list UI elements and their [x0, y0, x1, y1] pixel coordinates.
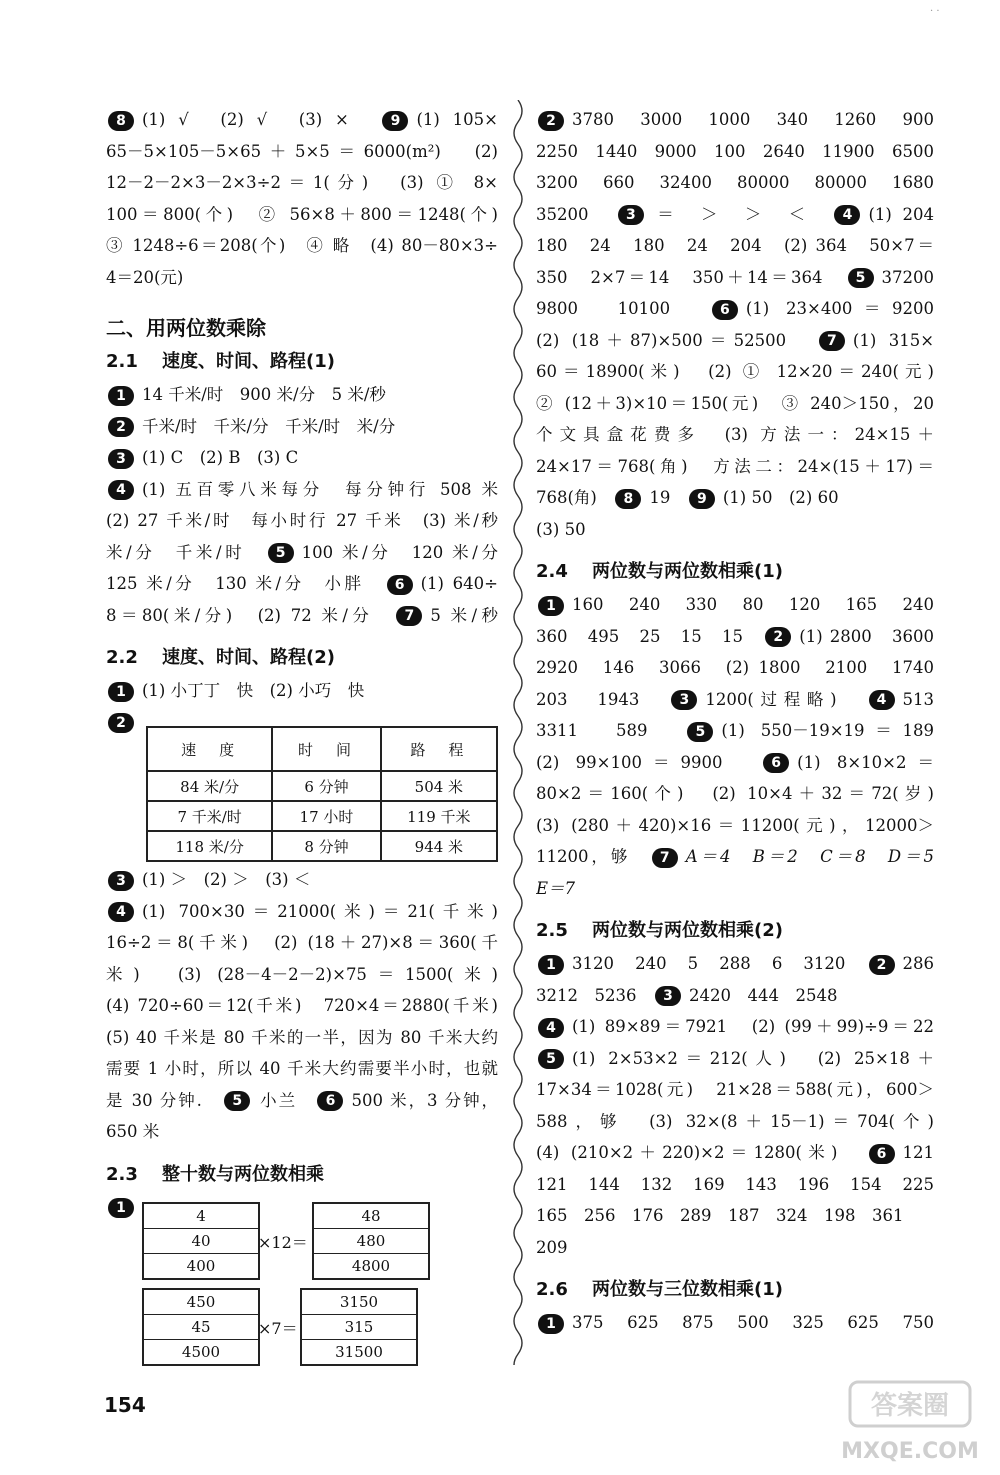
answer-text: (1) 105× [416, 110, 498, 129]
answer-text: 11200，够 [536, 847, 631, 866]
box-value: 40 [144, 1229, 258, 1254]
right-column [536, 104, 934, 1339]
answer-line: 121 144 132 169 143 196 154 225 [536, 1174, 934, 1194]
box-value: 31500 [335, 1343, 383, 1361]
answer-text: (2) 99×100＝9900 [536, 752, 723, 772]
answer-text: 350 2×7＝14 350＋14＝364 [536, 267, 823, 287]
answer-line: 4＝20(元) [106, 267, 184, 287]
answer-text: (1) 640÷ [420, 574, 498, 593]
answer-line [536, 747, 934, 779]
question-badge: 4 [538, 1018, 564, 1038]
table-header: 时 间 [272, 727, 380, 771]
question-badge: 1 [108, 1198, 134, 1218]
corner-mark: · · [930, 6, 940, 17]
answer-line [536, 1043, 934, 1075]
answer-text: 米/分 千米/时 [106, 542, 246, 562]
section-title [106, 1158, 498, 1192]
answer-line: 2250 1440 9000 100 2640 11900 6500 [536, 141, 934, 161]
section-name: 速度、时间、路程(2) [162, 647, 335, 668]
answer-line: 17×34＝1028(元) 21×28＝588(元)，600＞ [536, 1080, 934, 1099]
section-number: 2.2 [106, 647, 138, 668]
wavy-column-divider [508, 100, 528, 1365]
speed-time-distance-table [146, 726, 498, 862]
answer-line [106, 104, 498, 136]
answer-line [536, 841, 934, 873]
answer-text: (1) 五百零八米每分 每分钟行 508 米 [142, 479, 498, 499]
answer-text: 19 [649, 488, 671, 507]
answer-text: 5 米/秒 [430, 605, 498, 625]
answer-line [536, 621, 934, 653]
question-badge: 5 [848, 268, 874, 288]
answer-text: (1) 8×10×2＝ [797, 752, 934, 772]
answer-text: (1) 50 (2) 60 [722, 488, 839, 507]
answer-line: 米) (3) (28－4－2－2)×75＝1500(米) [106, 964, 498, 984]
question-badge: 6 [712, 300, 738, 320]
product-output-box [300, 1288, 418, 1366]
answer-text: 9800 10100 [536, 299, 671, 318]
section-name: 两位数与两位数相乘(1) [592, 561, 783, 582]
multiplier-input-box [142, 1288, 260, 1366]
box-value: 4500 [181, 1343, 221, 1361]
question-badge: 1 [108, 682, 134, 702]
answer-line [536, 1307, 934, 1339]
answer-line: 180 24 180 24 204 (2) 364 50×7＝ [536, 236, 934, 255]
question-badge: 2 [108, 417, 134, 437]
answer-line [536, 1011, 934, 1043]
answer-line [106, 442, 498, 474]
answer-text: (1) 89×89＝7921 (2) (99＋99)÷9＝22 [572, 1017, 934, 1036]
table-header-row [147, 727, 497, 771]
answer-line: 65－5×105－5×65＋5×5＝6000(m²) (2) [106, 141, 498, 161]
section-number: 2.5 [536, 920, 568, 941]
answer-text: 35200 [536, 204, 589, 224]
box-value: 480 [314, 1229, 428, 1254]
multiply-operator: ×7＝ [258, 1319, 298, 1338]
chapter-title: 二、用两位数乘除 [106, 316, 266, 340]
box-value: 4 [144, 1204, 258, 1229]
question-badge: 9 [382, 111, 408, 131]
answer-line: 60＝18900(米) (2) ① 12×20＝240(元) [536, 362, 934, 381]
answer-line [106, 1085, 498, 1117]
answer-line [536, 715, 934, 747]
answer-text: A＝4 B＝2 C＝8 D＝5 [685, 847, 934, 866]
answer-line: (3) (280＋420)×16＝11200(元)，12000＞ [536, 815, 934, 835]
answer-text: 3780 3000 1000 340 1260 900 [572, 110, 934, 129]
section-name: 整十数与两位数相乘 [162, 1163, 324, 1185]
product-output-box [312, 1202, 430, 1280]
box-value: 315 [302, 1315, 416, 1340]
answer-line [106, 675, 498, 707]
answer-text: (4) (210×2＋220)×2＝1280(米) [536, 1143, 838, 1162]
table-cell: 7 千米/时 [147, 801, 272, 831]
answer-text: (1) ＞ (2) ＞ (3) ＜ [142, 870, 311, 889]
answer-line: ② (12＋3)×10＝150(元) ③ 240＞150，20 [536, 393, 934, 413]
answer-line [536, 1137, 934, 1169]
answer-line [106, 537, 498, 569]
answer-text: 3120 240 5 288 6 3120 [572, 954, 846, 973]
answer-line: ③ 1248÷6＝208(个) ④ 略 (4) 80－80×3÷ [106, 236, 498, 255]
answer-text: 37200 [881, 267, 934, 287]
table-cell: 504 米 [381, 771, 497, 801]
answer-text: (1) √ (2) √ (3) × [142, 110, 381, 129]
box-value: 400 [186, 1257, 216, 1275]
svg-text:答案圈: 答案圈 [870, 1391, 950, 1421]
answer-line [536, 684, 934, 716]
table-header: 路 程 [381, 727, 497, 771]
answer-text: 375 625 875 500 325 625 750 [572, 1313, 934, 1332]
section-title [536, 555, 934, 589]
section-name: 两位数与两位数相乘(2) [592, 920, 783, 941]
answer-text: 160 240 330 80 120 165 240 [572, 595, 934, 614]
question-badge: 5 [538, 1049, 564, 1069]
answer-line: (5) 40 千米是 80 千米的一半，因为 80 千米大约 [106, 1027, 498, 1047]
answer-text: 500 米，3 分钟， [351, 1090, 498, 1110]
box-value: 450 [144, 1290, 258, 1315]
table-row [147, 801, 497, 831]
answer-text: (1) 550－19×19＝189 [721, 721, 934, 740]
question-badge: 3 [108, 449, 134, 469]
answer-line [106, 411, 498, 443]
answer-line: (4) 720÷60＝12(千米) 720×4＝2880(千米) [106, 996, 498, 1015]
answer-line: 个文具盒花费多 (3) 方法一：24×15＋ [536, 425, 934, 444]
box-value: 45 [144, 1315, 258, 1340]
section-title [106, 345, 498, 379]
answer-line: 209 [536, 1237, 568, 1257]
watermark-url: MXQE.COM [841, 1439, 979, 1464]
answer-text: 3311 589 [536, 721, 648, 740]
answer-line: (2) 27 千米/时 每小时行 27 千米 (3) 米/秒 [106, 511, 498, 530]
answer-line [536, 293, 934, 325]
multiplier-input-box [142, 1202, 260, 1280]
answer-line [106, 379, 498, 411]
answer-line: 需要 1 小时，所以 40 千米大约需要半小时，也就 [106, 1059, 498, 1078]
section-title [106, 641, 498, 675]
answer-text: (1) 315× [852, 330, 934, 350]
page-number: 154 [104, 1393, 146, 1417]
question-badge: 3 [108, 871, 134, 891]
box-value: 48 [314, 1204, 428, 1229]
answer-text: 1200(过程略) [705, 689, 837, 709]
answer-line: 16÷2＝8(千米) (2) (18＋27)×8＝360(千 [106, 933, 498, 952]
answer-text: (1) 2×53×2＝212(人) (2) 25×18＋ [572, 1048, 934, 1068]
answer-text: (1) 204 [868, 204, 934, 224]
answer-line [106, 896, 498, 928]
answer-text: (1) 700×30＝21000(米)＝21(千米) [142, 901, 498, 921]
answer-text: (1) C (2) B (3) C [142, 448, 299, 467]
answer-text: 14 千米/时 900 米/分 5 米/秒 [142, 385, 386, 404]
question-badge: 5 [224, 1091, 250, 1111]
question-badge: 6 [387, 575, 413, 595]
table-cell: 944 米 [381, 831, 497, 861]
answer-text: (1) 2800 3600 [799, 626, 934, 646]
question-badge: 3 [655, 986, 681, 1006]
answer-text: 千米/时 千米/分 千米/时 米/分 [142, 416, 396, 436]
section-number: 2.1 [106, 351, 138, 372]
answer-line [536, 104, 934, 136]
question-badge: 4 [834, 205, 860, 225]
answer-line: 165 256 176 289 187 324 198 361 [536, 1206, 904, 1225]
answer-line: (3) 50 [536, 519, 586, 539]
answer-line [536, 589, 934, 621]
answer-line: E＝7 [536, 878, 576, 898]
question-badge: 1 [538, 596, 564, 616]
answer-line [536, 482, 934, 514]
section-title [536, 1273, 934, 1307]
answer-line [536, 262, 934, 294]
question-badge: 6 [763, 753, 789, 773]
table-cell: 84 米/分 [147, 771, 272, 801]
table-row [147, 831, 497, 861]
table-cell: 119 千米 [381, 801, 497, 831]
answer-line [106, 600, 498, 632]
answer-line: 12－2－2×3－2×3÷2＝1(分) (3) ① 8× [106, 173, 498, 192]
answer-line: 3200 660 32400 80000 80000 1680 [536, 173, 934, 192]
section-number: 2.6 [536, 1279, 568, 1300]
question-badge: 8 [615, 489, 641, 509]
question-badge: 1 [538, 955, 564, 975]
answer-text: ＝ ＞ ＞ ＜ [651, 204, 806, 224]
watermark-logo [820, 1378, 990, 1468]
answer-line: 100＝800(个) ② 56×8＋800＝1248(个) [106, 204, 498, 224]
answer-text: 2420 444 2548 [688, 985, 838, 1005]
answer-line [536, 980, 934, 1012]
answer-text: 360 495 25 15 15 [536, 626, 743, 646]
section-number: 2.3 [106, 1163, 138, 1185]
question-badge: 5 [268, 543, 294, 563]
answer-line: 80×2＝160(个) (2) 10×4＋32＝72(岁) [536, 784, 934, 803]
answer-text: 125 米/分 130 米/分 小胖 [106, 574, 365, 593]
answer-text: 121 [902, 1143, 934, 1162]
answer-text: 小兰 [258, 1090, 298, 1110]
question-badge: 3 [618, 205, 644, 225]
table-cell: 17 小时 [272, 801, 380, 831]
answer-text: (1) 小丁丁 快 (2) 小巧 快 [142, 681, 365, 700]
answer-text: 8＝80(米/分) (2) 72 米/分 [106, 605, 374, 625]
answer-line [106, 864, 498, 896]
answer-text: 3212 5236 [536, 985, 637, 1005]
answer-text: (1) 23×400＝9200 [745, 299, 934, 318]
box-value: 3150 [302, 1290, 416, 1315]
question-badge: 5 [687, 722, 713, 742]
section-title [536, 914, 934, 948]
answer-line [106, 568, 498, 600]
table-row [147, 771, 497, 801]
answer-text: 是 30 分钟. [106, 1090, 202, 1110]
answer-text: (2) (18＋87)×500＝52500 [536, 330, 787, 350]
question-badge: 4 [869, 690, 895, 710]
question-badge: 1 [108, 386, 134, 406]
answer-line [536, 325, 934, 357]
question-badge: 4 [108, 902, 134, 922]
question-badge: 6 [317, 1091, 343, 1111]
section-name: 两位数与三位数相乘(1) [592, 1279, 783, 1300]
answer-line [536, 948, 934, 980]
answer-text: 768(角) [536, 488, 597, 507]
table-cell: 6 分钟 [272, 771, 380, 801]
table-header: 速 度 [147, 727, 272, 771]
question-badge: 9 [689, 489, 715, 509]
left-column [106, 104, 498, 1223]
question-badge: 2 [765, 627, 791, 647]
question-badge: 7 [652, 848, 678, 868]
question-badge: 2 [538, 111, 564, 131]
answer-text: 513 [902, 689, 934, 709]
section-name: 速度、时间、路程(1) [162, 351, 335, 372]
question-badge: 3 [671, 690, 697, 710]
answer-line: 588，够 (3) 32×(8＋15－1)＝704(个) [536, 1111, 934, 1131]
answer-text: 203 1943 [536, 689, 640, 709]
question-badge: 8 [108, 111, 134, 131]
question-badge: 2 [869, 955, 895, 975]
answer-line: 24×17＝768(角) 方法二：24×(15＋17)＝ [536, 456, 934, 476]
answer-line: 650 米 [106, 1122, 160, 1141]
question-badge: 1 [538, 1314, 564, 1334]
question-badge: 2 [108, 713, 134, 733]
question-badge: 7 [396, 606, 422, 626]
section-number: 2.4 [536, 561, 568, 582]
table-cell: 8 分钟 [272, 831, 380, 861]
table-cell: 118 米/分 [147, 831, 272, 861]
answer-text: 100 米/分 120 米/分 [301, 542, 498, 562]
answer-text: 286 [902, 954, 934, 973]
answer-line: 2920 146 3066 (2) 1800 2100 1740 [536, 658, 934, 677]
answer-line [106, 474, 498, 506]
question-badge: 7 [819, 331, 845, 351]
box-value: 4800 [351, 1257, 391, 1275]
question-badge: 4 [108, 480, 134, 500]
question-badge: 6 [869, 1144, 895, 1164]
multiply-operator: ×12＝ [258, 1233, 308, 1252]
answer-line [536, 199, 934, 231]
